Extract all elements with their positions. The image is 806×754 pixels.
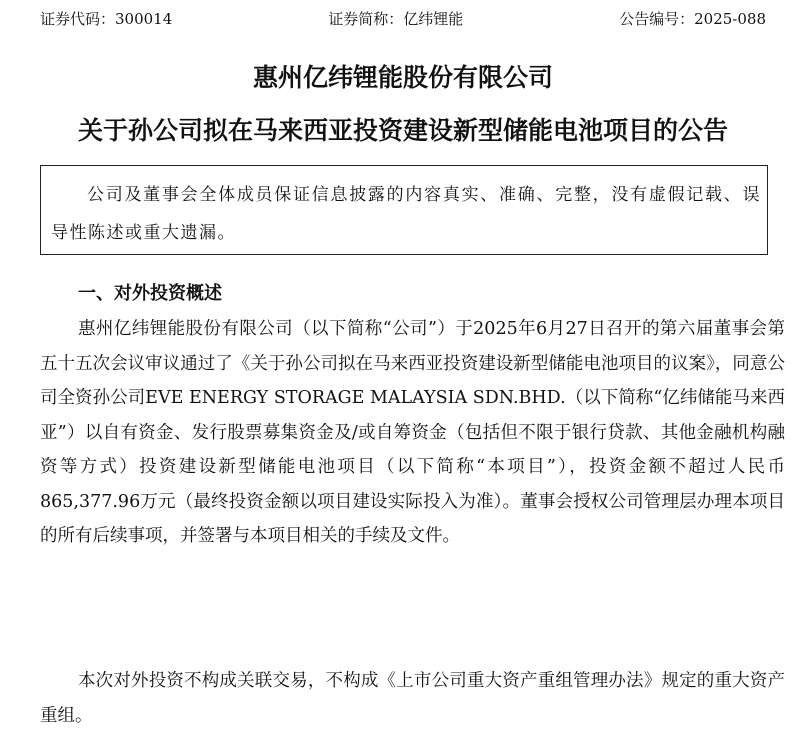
paragraph-investment-overview: 惠州亿纬锂能股份有限公司（以下简称“公司”）于2025年6月27日召开的第六届董事会第五十五次会议审议通过了《关于孙公司拟在马来西亚投资建设新型储能电池项目的议案》，同意公司全资孙公司EVE ENERGY STORAGE MALAYSIA SDN.BHD.（以下简称“亿纬储能马来西亚”）以自有资金、发行股票募集资金及/或自筹资金（包括但不限于银行贷款、其他金融机构融资等方式）投资建设新型储能电池项目（以下简称“本项目”），投资金额不超过人民币865,377.96万元（最终投资金额以项目建设实际投入为准）。董事会授权公司管理层办理本项目的所有后续事项，并签署与本项目相关的手续及文件。	[40, 319, 785, 546]
paragraph-transaction-nature: 本次对外投资不构成关联交易，不构成《上市公司重大资产重组管理办法》规定的重大资产重组。	[40, 671, 785, 726]
notice-title: 关于孙公司拟在马来西亚投资建设新型储能电池项目的公告	[77, 116, 728, 145]
disclosure-statement-box: 公司及董事会全体成员保证信息披露的内容真实、准确、完整，没有虚假记载、误导性陈述或重大遗漏。	[40, 165, 768, 255]
stock-code: 证券代码：300014	[40, 10, 173, 28]
document-header	[40, 8, 766, 30]
stock-name: 证券简称：亿纬锂能	[328, 10, 464, 28]
company-title: 惠州亿纬锂能股份有限公司	[252, 63, 553, 92]
section-heading: 一、对外投资概述	[78, 283, 222, 304]
notice-number: 公告编号：2025-088	[619, 10, 766, 28]
